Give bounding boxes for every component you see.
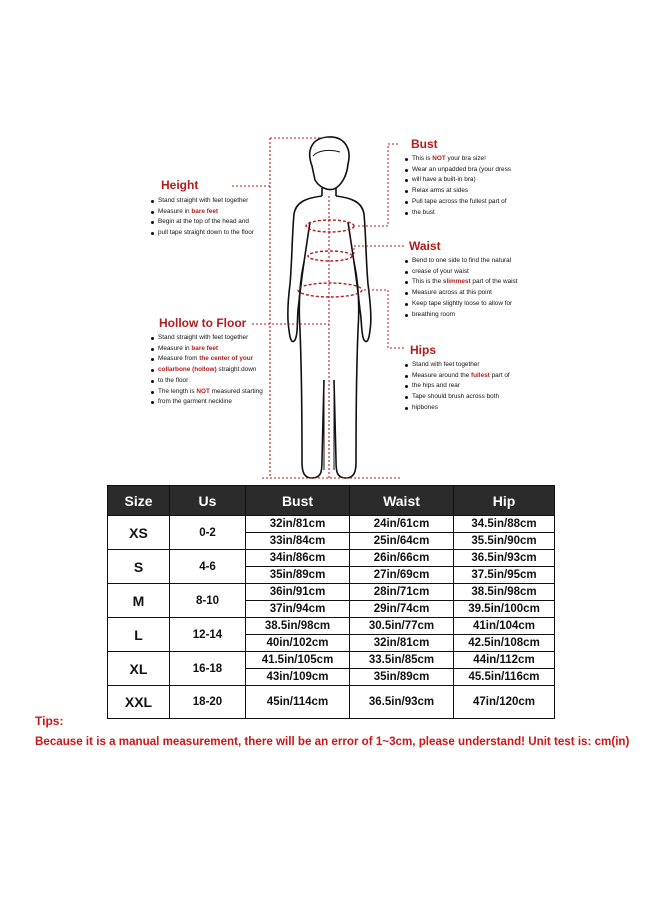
instruction-emphasis: bare feet xyxy=(191,344,219,352)
instruction-item xyxy=(405,165,511,176)
us-size-cell: 4-6 xyxy=(170,550,246,584)
bust-value-cell: 38.5in/98cm xyxy=(246,618,350,635)
instruction-item xyxy=(151,196,254,207)
waist-value-cell: 24in/61cm xyxy=(350,516,454,533)
table-header-row xyxy=(108,486,555,516)
table-row xyxy=(108,686,555,719)
instruction-emphasis: NOT xyxy=(196,387,210,395)
instruction-text: straight down xyxy=(216,366,257,374)
instruction-text: Pull tape across the fullest part of xyxy=(412,197,507,205)
hip-value-cell: 38.5in/98cm xyxy=(454,584,555,601)
instruction-text: pull tape straight down to the floor xyxy=(158,229,254,237)
instruction-text: Stand straight with feet together xyxy=(158,334,249,341)
instruction-text: to the floor xyxy=(158,376,189,384)
us-size-cell: 8-10 xyxy=(170,584,246,618)
bust-tape-line xyxy=(306,220,354,232)
instruction-text: Stand with feet together xyxy=(412,361,480,368)
header-hip: Hip xyxy=(454,486,555,516)
bust-value-cell: 41.5in/105cm xyxy=(246,652,350,669)
size-label-cell: L xyxy=(108,618,170,652)
instruction-emphasis: bare feet xyxy=(191,207,219,215)
header-us: Us xyxy=(170,486,246,516)
instruction-item xyxy=(151,217,254,228)
silhouette-right-side xyxy=(336,196,371,342)
instruction-item xyxy=(151,397,263,408)
us-size-cell: 0-2 xyxy=(170,516,246,550)
instruction-item xyxy=(405,371,510,382)
hip-value-cell: 47in/120cm xyxy=(454,686,555,719)
bust-value-cell: 43in/109cm xyxy=(246,669,350,686)
instruction-item xyxy=(405,299,518,310)
instruction-text: Relax arms at sides xyxy=(412,187,469,195)
instruction-emphasis: collarbone (hollow) xyxy=(158,366,217,374)
instruction-item xyxy=(405,392,510,403)
hip-value-cell: 34.5in/88cm xyxy=(454,516,555,533)
us-size-cell: 16-18 xyxy=(170,652,246,686)
instruction-item xyxy=(405,267,518,278)
bust-value-cell: 34in/86cm xyxy=(246,550,350,567)
instruction-item xyxy=(405,360,510,371)
bust-value-cell: 32in/81cm xyxy=(246,516,350,533)
tips-title: Tips: xyxy=(35,714,64,728)
instruction-text: measured starting xyxy=(209,387,263,395)
instruction-text: part of the waist xyxy=(470,278,518,286)
hip-value-cell: 42.5in/108cm xyxy=(454,635,555,652)
bust-value-cell: 45in/114cm xyxy=(246,686,350,719)
instruction-item xyxy=(405,208,511,219)
us-size-cell: 12-14 xyxy=(170,618,246,652)
instruction-text: will have a built-in bra) xyxy=(412,176,476,184)
hip-value-cell: 35.5in/90cm xyxy=(454,533,555,550)
bust-instructions xyxy=(405,154,511,218)
bust-value-cell: 33in/84cm xyxy=(246,533,350,550)
bust-value-cell: 37in/94cm xyxy=(246,601,350,618)
waist-tape-line xyxy=(308,251,352,261)
hip-value-cell: 37.5in/95cm xyxy=(454,567,555,584)
size-label-cell: XL xyxy=(108,652,170,686)
instruction-emphasis: slimmest xyxy=(442,278,471,286)
instruction-item xyxy=(405,186,511,197)
instruction-text: Keep tape slightly loose to allow for xyxy=(412,299,513,307)
waist-value-cell: 30.5in/77cm xyxy=(350,618,454,635)
waist-value-cell: 28in/71cm xyxy=(350,584,454,601)
size-label-cell: M xyxy=(108,584,170,618)
instruction-item xyxy=(151,228,254,239)
instruction-emphasis: the center of your xyxy=(199,355,254,363)
silhouette-head xyxy=(310,137,349,190)
bust-value-cell: 40in/102cm xyxy=(246,635,350,652)
waist-heading: Waist xyxy=(409,239,441,253)
bust-value-cell: 35in/89cm xyxy=(246,567,350,584)
instruction-text: Measure in xyxy=(158,207,192,215)
instruction-item xyxy=(405,154,511,165)
hollow-to-floor-heading: Hollow to Floor xyxy=(159,316,247,330)
size-label-cell: XXL xyxy=(108,686,170,719)
hips-instructions xyxy=(405,360,510,414)
instruction-item xyxy=(405,381,510,392)
instruction-text: from the garment neckline xyxy=(158,398,232,406)
hip-value-cell: 44in/112cm xyxy=(454,652,555,669)
height-heading: Height xyxy=(161,178,199,192)
waist-value-cell: 33.5in/85cm xyxy=(350,652,454,669)
hip-value-cell: 36.5in/93cm xyxy=(454,550,555,567)
instruction-text: The length is xyxy=(158,387,197,395)
instruction-item xyxy=(151,365,263,376)
header-bust: Bust xyxy=(246,486,350,516)
waist-value-cell: 26in/66cm xyxy=(350,550,454,567)
waist-value-cell: 29in/74cm xyxy=(350,601,454,618)
instruction-text: Measure in xyxy=(158,344,192,352)
bust-value-cell: 36in/91cm xyxy=(246,584,350,601)
header-waist: Waist xyxy=(350,486,454,516)
instruction-item xyxy=(151,333,263,344)
instruction-item xyxy=(151,376,263,387)
waist-value-cell: 25in/64cm xyxy=(350,533,454,550)
instruction-item xyxy=(405,256,518,267)
waist-value-cell: 32in/81cm xyxy=(350,635,454,652)
table-row xyxy=(108,550,555,567)
size-label-cell: XS xyxy=(108,516,170,550)
instruction-item xyxy=(151,354,263,365)
waist-value-cell: 27in/69cm xyxy=(350,567,454,584)
hip-value-cell: 45.5in/116cm xyxy=(454,669,555,686)
size-label-cell: S xyxy=(108,550,170,584)
hip-value-cell: 39.5in/100cm xyxy=(454,601,555,618)
instruction-text: Bend to one side to find the natural xyxy=(412,257,512,264)
instruction-text: Wear an unpadded bra (your dress xyxy=(412,165,511,173)
instruction-emphasis: fullest xyxy=(470,371,490,379)
table-row xyxy=(108,652,555,669)
instruction-text: breathing room xyxy=(412,310,455,318)
hollow-to-floor-instructions xyxy=(151,333,263,408)
instruction-item xyxy=(405,288,518,299)
size-chart-table xyxy=(107,485,555,719)
instruction-item xyxy=(405,277,518,288)
waist-value-cell: 35in/89cm xyxy=(350,669,454,686)
instruction-text: Begin at the top of the head and xyxy=(158,218,249,226)
size-table-body xyxy=(108,516,555,719)
waist-instructions xyxy=(405,256,518,320)
table-row xyxy=(108,618,555,635)
hip-value-cell: 41in/104cm xyxy=(454,618,555,635)
header-size: Size xyxy=(108,486,170,516)
instruction-emphasis: NOT xyxy=(432,155,446,162)
instruction-text: This is xyxy=(412,155,433,162)
instruction-text: part of xyxy=(489,371,510,379)
height-instructions xyxy=(151,196,254,239)
instruction-text: Measure around the xyxy=(412,371,471,379)
instruction-text: crease of your waist xyxy=(412,267,469,275)
instruction-text: Measure from xyxy=(158,355,200,363)
instruction-text: Tape should brush across both xyxy=(412,393,500,401)
table-row xyxy=(108,516,555,533)
us-size-cell: 18-20 xyxy=(170,686,246,719)
instruction-item xyxy=(151,387,263,398)
bust-heading: Bust xyxy=(411,137,438,151)
hips-tape-line xyxy=(298,283,362,297)
silhouette-left-side xyxy=(288,196,322,342)
instruction-item xyxy=(151,207,254,218)
instruction-text: This is the xyxy=(412,278,443,286)
instruction-item xyxy=(405,175,511,186)
instruction-item xyxy=(405,310,518,321)
instruction-text: hipbones xyxy=(412,403,438,411)
instruction-text: Measure across at this point xyxy=(412,289,492,297)
instruction-text: the bust xyxy=(412,208,435,216)
table-row xyxy=(108,584,555,601)
instruction-text: Stand straight with feet together xyxy=(158,197,249,204)
tips-text: Because it is a manual measurement, there will be an error of 1~3cm, please understand! Unit test is: cm(in) xyxy=(35,735,630,748)
instruction-item xyxy=(151,344,263,355)
instruction-item xyxy=(405,197,511,208)
instruction-text: your bra size! xyxy=(445,155,486,162)
instruction-text: the hips and rear xyxy=(412,382,460,390)
waist-value-cell: 36.5in/93cm xyxy=(350,686,454,719)
hips-heading: Hips xyxy=(410,343,437,357)
instruction-item xyxy=(405,403,510,414)
